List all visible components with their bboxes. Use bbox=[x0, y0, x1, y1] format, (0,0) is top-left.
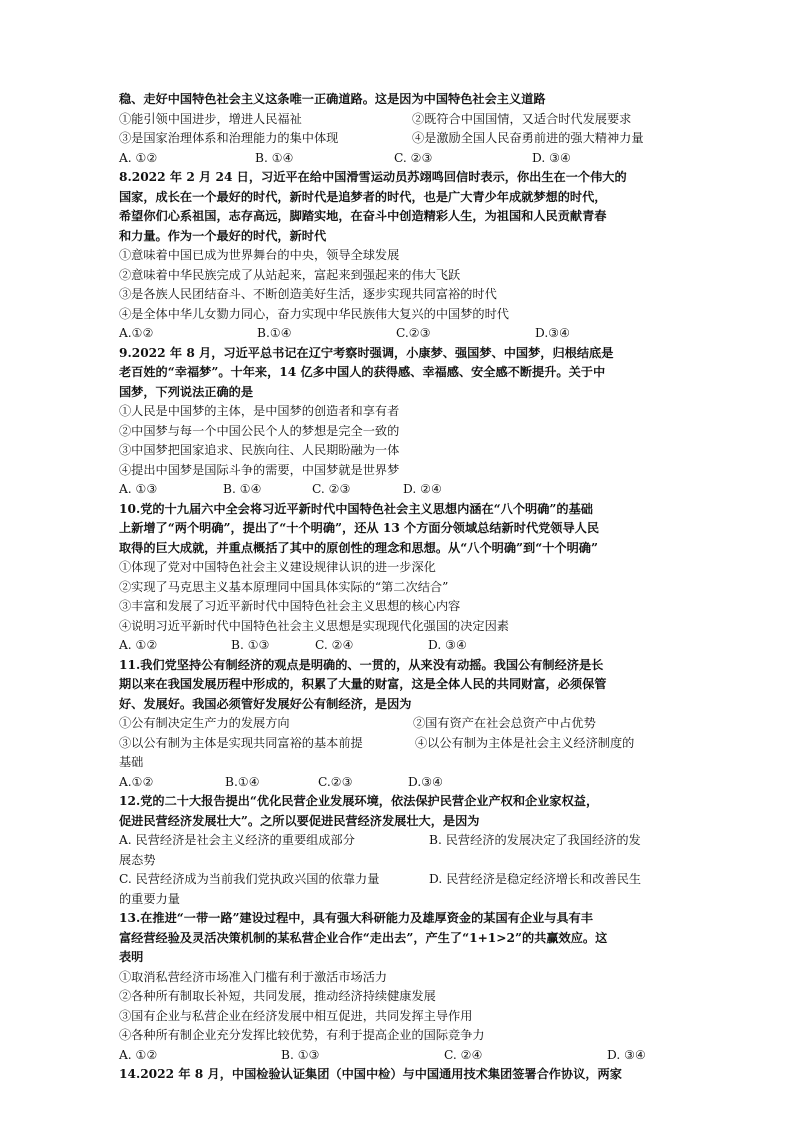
q11-option-a: A.①② bbox=[119, 774, 154, 789]
q10-stem-line: 取得的巨大成就，并重点概括了其中的原创性的理念和思想。从“八个明确”到“十个明确” bbox=[119, 540, 598, 555]
q11-stem-line: 11.我们党坚持公有制经济的观点是明确的、一贯的，从来没有动摇。我国公有制经济是长 bbox=[119, 657, 604, 672]
q10-option-d: D. ③④ bbox=[428, 638, 467, 652]
q13-options bbox=[119, 1046, 679, 1066]
q12-options-row-1 bbox=[119, 831, 679, 851]
q7-items-row-2 bbox=[119, 129, 679, 149]
q9-item-4: ④提出中国梦是国际斗争的需要，中国梦就是世界梦 bbox=[119, 462, 400, 477]
q11-stem-line: 好、发展好。我国必须管好发展好公有制经济，是因为 bbox=[119, 696, 412, 711]
q12-option-a: A. 民营经济是社会主义经济的重要组成部分 bbox=[119, 833, 355, 847]
q12-stem-line: 促进民营经济发展壮大”。之所以要促进民营经济发展壮大，是因为 bbox=[119, 813, 480, 828]
q13-stem-line: 13.在推进“一带一路”建设过程中，具有强大科研能力及雄厚资金的某国有企业与具有丰 bbox=[119, 911, 593, 925]
q8-stem-line: 8.2022 年 2 月 24 日，习近平在给中国滑雪运动员苏翊鸣回信时表示，你出生在一个伟大的 bbox=[119, 170, 627, 184]
q8-item-1: ①意味着中国已成为世界舞台的中央，领导全球发展 bbox=[119, 248, 400, 262]
q9-item-1: ①人民是中国梦的主体，是中国梦的创造者和享有者 bbox=[119, 404, 400, 418]
q8-option-a: A.①② bbox=[119, 326, 154, 340]
q14-stem-line: 14.2022 年 8 月，中国检验认证集团（中国中检）与中国通用技术集团签署合作协议，两家 bbox=[119, 1067, 622, 1081]
q7-option-b: B. ①④ bbox=[255, 150, 294, 165]
q7-option-a: A. ①② bbox=[119, 150, 158, 165]
q13-stem-line: 富经营经验及灵活决策机制的某私营企业合作“走出去”，产生了“1+1>2”的共赢效应。这 bbox=[119, 930, 608, 945]
q11-item-4: ④以公有制为主体是社会主义经济制度的 bbox=[415, 735, 635, 750]
q10-stem-line: 10.党的十九届六中全会将习近平新时代中国特色社会主义思想内涵在“八个明确”的基础 bbox=[119, 501, 593, 516]
q8-stem-line: 国家，成长在一个最好的时代，新时代是追梦者的时代，也是广大青少年成就梦想的时代， bbox=[119, 189, 607, 204]
q11-item-3: ③以公有制为主体是实现共同富裕的基本前提 bbox=[119, 735, 363, 750]
q11-options bbox=[119, 773, 679, 793]
q8-stem-line: 希望你们心系祖国，志存高远，脚踏实地，在奋斗中创造精彩人生，为祖国和人民贡献青春 bbox=[119, 209, 607, 223]
q8-stem-line: 和力量。作为一个最好的时代，新时代 bbox=[119, 228, 327, 243]
q7-items-row-1 bbox=[119, 110, 679, 130]
q11-stem-line: 期以来在我国发展历程中形成的，积累了大量的财富，这是全体人民的共同财富，必须保管 bbox=[119, 677, 607, 691]
q10-option-b: B. ①③ bbox=[231, 638, 270, 652]
q7-option-d: D. ③④ bbox=[532, 150, 571, 165]
q9-stem-line: 老百姓的“幸福梦”。十年来，14 亿多中国人的获得感、幸福感、安全感不断提升。关于中 bbox=[119, 365, 606, 379]
q9-option-b: B. ①④ bbox=[223, 482, 262, 496]
q7-option-c: C. ②③ bbox=[394, 150, 433, 165]
q7-item-3: ③是国家治理体系和治理能力的集中体现 bbox=[119, 131, 339, 145]
q10-item-4: ④说明习近平新时代中国特色社会主义思想是实现现代化强国的决定因素 bbox=[119, 618, 509, 633]
q10-option-c: C. ②④ bbox=[315, 638, 354, 652]
q11-items-row-2 bbox=[119, 734, 679, 754]
q11-item-2: ②国有资产在社会总资产中占优势 bbox=[413, 716, 596, 730]
q9-option-a: A. ①③ bbox=[119, 482, 158, 496]
q13-item-4: ④各种所有制企业充分发挥比较优势，有利于提高企业的国际竞争力 bbox=[119, 1028, 485, 1042]
q10-item-2: ②实现了马克思主义基本原理同中国具体实际的“第二次结合” bbox=[119, 579, 449, 594]
q8-item-3: ③是各族人民团结奋斗、不断创造美好生活，逐步实现共同富裕的时代 bbox=[119, 287, 497, 301]
q13-item-1: ①取消私营经济市场准入门槛有利于激活市场活力 bbox=[119, 969, 388, 984]
q12-option-d-cont: 的重要力量 bbox=[119, 891, 180, 906]
q8-options bbox=[119, 324, 679, 344]
q11-item-1: ①公有制决定生产力的发展方向 bbox=[119, 716, 290, 730]
q10-stem-line: 上新增了“两个明确”，提出了“十个明确”，还从 13 个方面分领域总结新时代党领导人民 bbox=[119, 521, 600, 535]
q9-options bbox=[119, 480, 679, 500]
q9-stem-line: 国梦，下列说法正确的是 bbox=[119, 384, 254, 399]
q9-stem-line: 9.2022 年 8 月，习近平总书记在辽宁考察时强调，小康梦、强国梦、中国梦，归根结底是 bbox=[119, 345, 614, 360]
q13-item-3: ③国有企业与私营企业在经济发展中相互促进，共同发挥主导作用 bbox=[119, 1008, 473, 1023]
q8-item-2: ②意味着中华民族完成了从站起来，富起来到强起来的伟大飞跃 bbox=[119, 267, 461, 282]
q10-item-1: ①体现了党对中国特色社会主义建设规律认识的进一步深化 bbox=[119, 560, 436, 574]
q12-option-c: C. 民营经济成为当前我们党执政兴国的依靠力量 bbox=[119, 872, 380, 886]
q7-stem-line: 稳、走好中国特色社会主义这条唯一正确道路。这是因为中国特色社会主义道路 bbox=[119, 92, 546, 106]
q13-stem-line: 表明 bbox=[119, 950, 144, 964]
q9-item-3: ③中国梦把国家追求、民族向往、人民期盼融为一体 bbox=[119, 443, 400, 457]
q12-option-b: B. 民营经济的发展决定了我国经济的发 bbox=[429, 833, 641, 847]
q12-option-b-cont: 展态势 bbox=[119, 852, 156, 867]
q11-items-row-1 bbox=[119, 714, 679, 734]
q12-options-row-2 bbox=[119, 870, 679, 890]
q9-item-2: ②中国梦与每一个中国公民个人的梦想是完全一致的 bbox=[119, 423, 400, 438]
q13-item-2: ②各种所有制取长补短，共同发展，推动经济持续健康发展 bbox=[119, 989, 436, 1003]
q13-option-c: C. ②④ bbox=[444, 1047, 483, 1062]
q9-option-d: D. ②④ bbox=[403, 482, 442, 496]
q11-option-d: D.③④ bbox=[408, 774, 444, 789]
q7-item-1: ①能引领中国进步，增进人民福祉 bbox=[119, 111, 302, 126]
q8-option-c: C.②③ bbox=[396, 326, 431, 340]
q7-options bbox=[119, 149, 679, 169]
q13-option-b: B. ①③ bbox=[281, 1047, 320, 1062]
q12-option-d: D. 民营经济是稳定经济增长和改善民生 bbox=[429, 872, 642, 886]
q10-item-3: ③丰富和发展了习近平新时代中国特色社会主义思想的核心内容 bbox=[119, 599, 461, 613]
q11-item-4-cont: 基础 bbox=[119, 755, 144, 769]
q13-option-d: D. ③④ bbox=[607, 1047, 646, 1062]
q10-option-a: A. ①② bbox=[119, 638, 158, 652]
q13-option-a: A. ①② bbox=[119, 1047, 158, 1062]
q10-options bbox=[119, 636, 679, 656]
document-page bbox=[119, 90, 679, 1085]
q11-option-b: B.①④ bbox=[225, 774, 260, 789]
q9-option-c: C. ②③ bbox=[312, 482, 351, 496]
q7-item-2: ②既符合中国国情，又适合时代发展要求 bbox=[412, 111, 632, 126]
q7-item-4: ④是激励全国人民奋勇前进的强大精神力量 bbox=[412, 131, 644, 145]
q8-option-b: B.①④ bbox=[257, 326, 292, 340]
q11-option-c: C.②③ bbox=[318, 774, 353, 789]
q8-option-d: D.③④ bbox=[535, 326, 571, 340]
q12-stem-line: 12.党的二十大报告提出“优化民营企业发展环境，依法保护民营企业产权和企业家权益， bbox=[119, 794, 599, 808]
q8-item-4: ④是全体中华儿女勠力同心，奋力实现中华民族伟大复兴的中国梦的时代 bbox=[119, 306, 509, 321]
